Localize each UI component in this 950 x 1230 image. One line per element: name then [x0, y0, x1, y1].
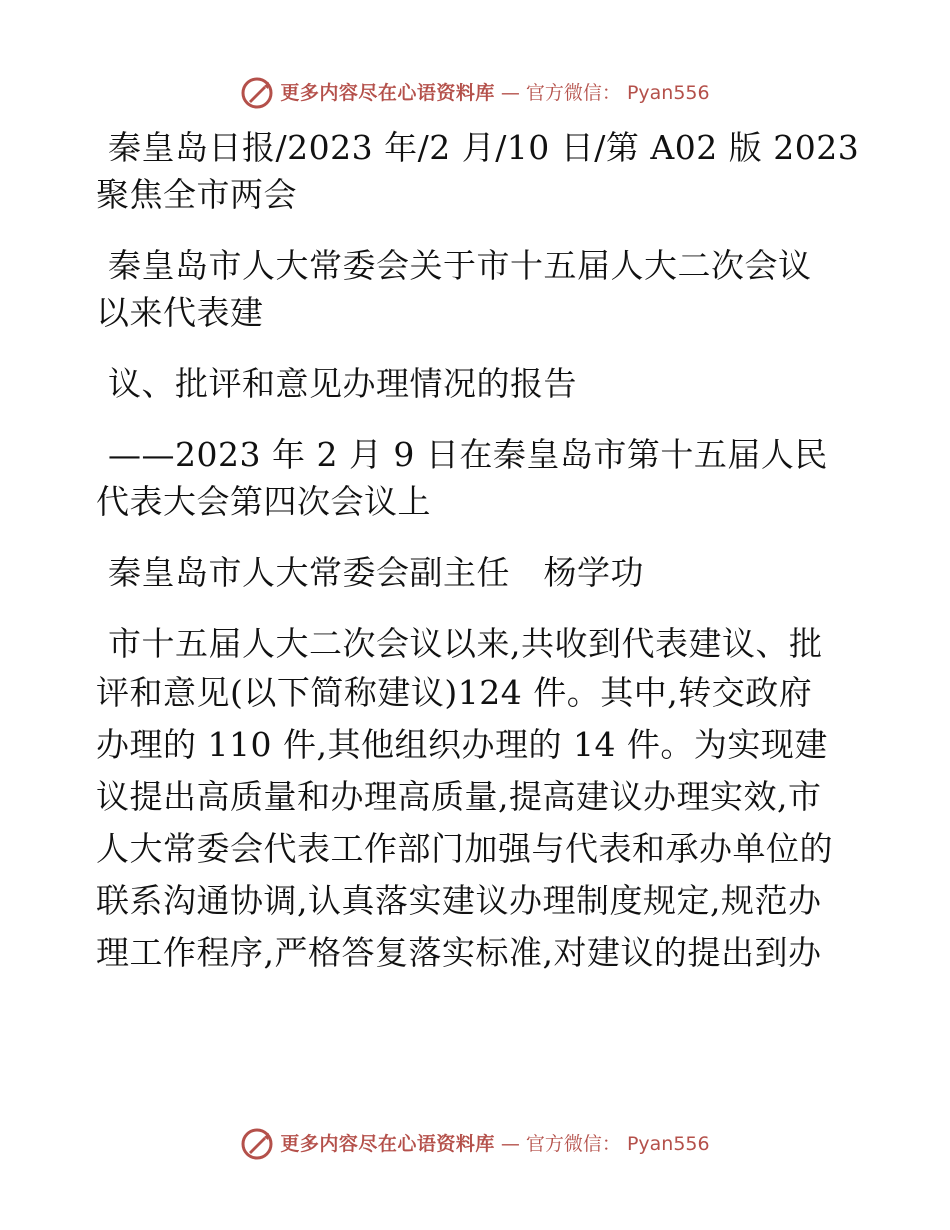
source-line: [96, 124, 860, 218]
footer-watermark-banner: [0, 1127, 950, 1161]
report-author: [96, 549, 856, 596]
banner-promo-text: 更多内容尽在心语资料库: [280, 1133, 495, 1155]
banner-separator: —: [500, 82, 520, 104]
text-line: 人大常委会代表工作部门加强与代表和承办单位的: [96, 829, 833, 868]
text-line: 联系沟通协调,认真落实建议办理制度规定,规范办: [96, 881, 822, 920]
text-line: 理工作程序,严格答复落实标准,对建议的提出到办: [96, 933, 822, 972]
document-body: [96, 124, 860, 979]
quill-pen-icon: [240, 76, 274, 110]
text-line: 秦皇岛市人大常委会关于市十五届人大二次会议: [108, 246, 812, 285]
text-line: 代表大会第四次会议上: [96, 482, 431, 521]
banner-wechat-label: 官方微信：: [525, 82, 621, 104]
banner-separator: —: [500, 1133, 520, 1155]
text-line: 聚焦全市两会: [96, 175, 297, 214]
text-line: 秦皇岛日报/2023 年/2 月/10 日/第 A02 版 2023: [108, 128, 860, 167]
text-line: 办理的 110 件,其他组织办理的 14 件。为实现建: [96, 725, 828, 764]
text-line: 议提出高质量和办理高质量,提高建议办理实效,市: [96, 777, 822, 816]
banner-promo-text: 更多内容尽在心语资料库: [280, 82, 495, 104]
body-paragraph: [96, 620, 856, 979]
report-title-continued: [96, 360, 856, 407]
banner-wechat-label: 官方微信：: [525, 1133, 621, 1155]
report-occasion: [96, 431, 856, 525]
text-line: 议、批评和意见办理情况的报告: [108, 364, 577, 403]
report-title: [96, 242, 856, 336]
quill-pen-icon: [240, 1127, 274, 1161]
text-line: 以来代表建: [96, 293, 264, 332]
text-line: 秦皇岛市人大常委会副主任 杨学功: [108, 553, 644, 592]
text-line: 评和意见(以下简称建议)124 件。其中,转交政府: [96, 673, 813, 712]
banner-wechat-id: Pyan556: [626, 1133, 710, 1155]
banner-wechat-id: Pyan556: [626, 82, 710, 104]
text-line: 市十五届人大二次会议以来,共收到代表建议、批: [108, 624, 823, 663]
header-watermark-banner: [0, 76, 950, 110]
text-line: ——2023 年 2 月 9 日在秦皇岛市第十五届人民: [108, 435, 828, 474]
